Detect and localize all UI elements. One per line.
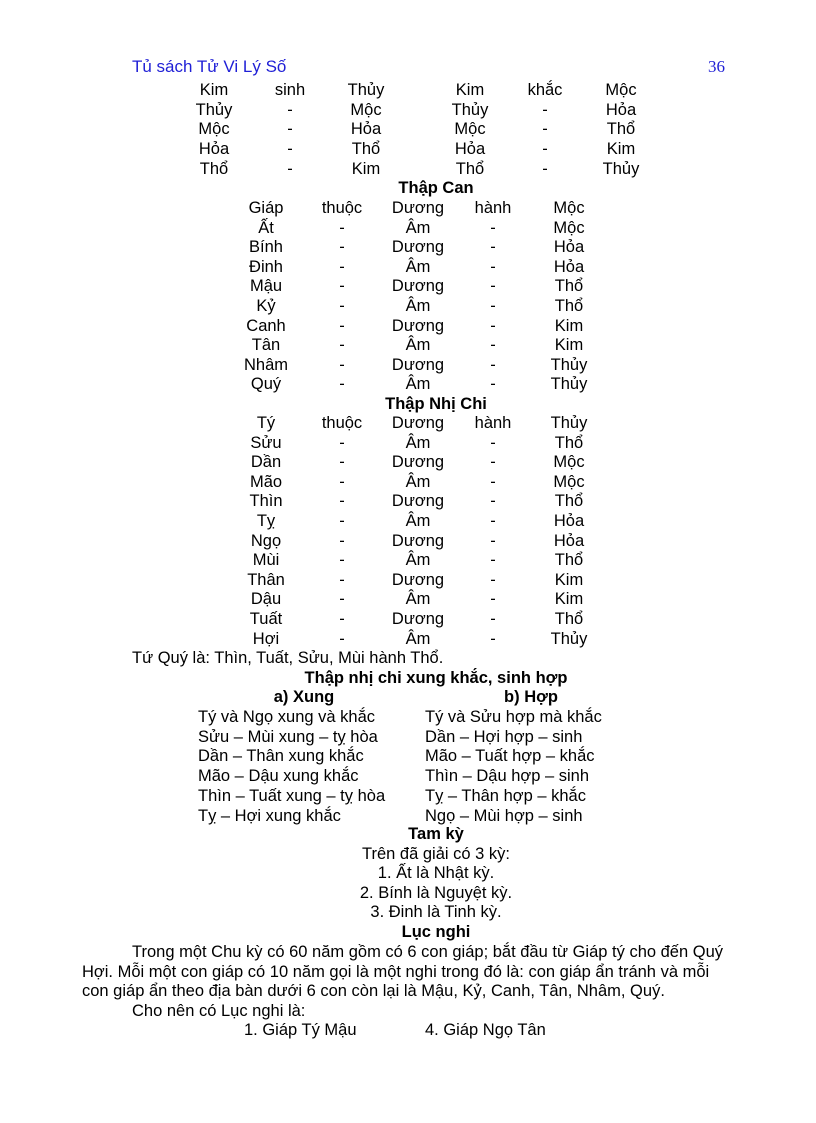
thap-nhi-chi-cell: - — [339, 512, 345, 530]
thap-nhi-chi-cell: Âm — [405, 590, 431, 609]
tam-ky-intro: Trên đã giải có 3 kỳ: — [362, 845, 510, 863]
thap-nhi-chi-cell: Mộc — [553, 453, 585, 472]
hop-item: Tỵ – Thân hợp – khắc — [425, 786, 586, 805]
ngu-hanh-cell: - — [287, 140, 293, 159]
page-number: 36 — [708, 57, 725, 76]
thap-nhi-chi-cell: Hỏa — [553, 531, 585, 550]
thap-nhi-chi-cell: Âm — [405, 512, 431, 530]
thap-can-cell: hành — [474, 199, 512, 217]
thap-nhi-chi-cell: thuộc — [321, 414, 363, 432]
tu-quy-note: Tứ Quý là: Thìn, Tuất, Sửu, Mùi hành Thổ. — [132, 649, 444, 667]
ngu-hanh-cell: - — [542, 140, 548, 159]
xung-item: Tý và Ngọ xung và khắc — [198, 708, 376, 726]
luc-nghi-item: 1. Giáp Tý Mậu — [244, 1021, 357, 1039]
thap-can-cell: Kỷ — [256, 297, 276, 315]
tam-ky-title: Tam kỳ — [408, 825, 464, 843]
thap-nhi-chi-cell: - — [339, 551, 345, 570]
thap-can-cell: Mộc — [553, 199, 585, 217]
paragraph-line: Hợi. Mỗi một con giáp có 10 năm gọi là một nghi trong đó là: con giáp ẩn tránh và mỗi — [82, 962, 710, 981]
thap-can-cell: - — [490, 297, 496, 315]
thap-nhi-chi-cell: - — [339, 531, 345, 550]
thap-can-cell: Canh — [246, 316, 286, 335]
ngu-hanh-cell: Hỏa — [350, 120, 382, 139]
thap-can-cell: - — [339, 336, 345, 355]
thap-nhi-chi-cell: - — [339, 453, 345, 472]
book-title: Tủ sách Tử Vi Lý Số — [132, 57, 287, 76]
thap-can-cell: Thủy — [550, 375, 588, 394]
thap-can-cell: Thổ — [554, 297, 584, 315]
thap-nhi-chi-cell: - — [339, 629, 345, 648]
thap-nhi-chi-cell: - — [339, 433, 345, 452]
thap-can-cell: - — [339, 218, 345, 237]
ngu-hanh-cell: Thủy — [195, 100, 233, 119]
ngu-hanh-cell: - — [287, 100, 293, 119]
ngu-hanh-cell: - — [542, 120, 548, 139]
luc-nghi-item: 4. Giáp Ngọ Tân — [425, 1021, 546, 1039]
thap-can-cell: Âm — [405, 375, 431, 394]
tam-ky-item: 3. Đinh là Tinh kỳ. — [370, 903, 502, 922]
thap-can-cell: Đinh — [249, 257, 283, 276]
thap-can-cell: - — [339, 316, 345, 335]
thap-can-cell: Quý — [250, 375, 282, 394]
ngu-hanh-cell: khắc — [527, 81, 563, 99]
ngu-hanh-cell: Mộc — [198, 120, 230, 139]
thap-nhi-chi-cell: Sửu — [250, 433, 282, 452]
ngu-hanh-cell: Thổ — [455, 159, 485, 178]
ngu-hanh-cell: Thổ — [351, 140, 381, 159]
thap-nhi-chi-cell: - — [490, 472, 496, 491]
xung-item: Tỵ – Hợi xung khắc — [198, 806, 341, 825]
thap-can-cell: Ất — [258, 218, 274, 237]
xung-item: Thìn – Tuất xung – tỵ hòa — [198, 786, 386, 805]
thap-can-cell: Kim — [554, 316, 584, 335]
thap-nhi-chi-cell: Thổ — [554, 492, 584, 511]
thap-nhi-chi-cell: Tý — [256, 414, 276, 432]
thap-can-cell: Hỏa — [553, 238, 585, 257]
thap-nhi-chi-cell: Thìn — [249, 492, 283, 511]
thap-nhi-chi-cell: Mùi — [252, 551, 280, 570]
thap-nhi-chi-cell: - — [339, 610, 345, 628]
thap-can-cell: - — [490, 336, 496, 355]
thap-can-cell: Bính — [249, 238, 283, 257]
thap-can-cell: Dương — [391, 355, 445, 374]
ngu-hanh-cell: Kim — [199, 81, 229, 99]
ngu-hanh-cell: Thủy — [602, 159, 640, 178]
thap-can-cell: - — [490, 238, 496, 257]
ngu-hanh-cell: Thủy — [347, 81, 385, 99]
ngu-hanh-cell: Hỏa — [605, 100, 637, 119]
thap-can-cell: - — [339, 375, 345, 394]
ngu-hanh-cell: Hỏa — [454, 140, 486, 159]
thap-can-cell: Dương — [391, 316, 445, 335]
xung-item: Mão – Dậu xung khắc — [198, 767, 359, 786]
thap-nhi-chi-cell: Kim — [554, 570, 584, 589]
thap-can-cell: Kim — [554, 336, 584, 355]
thap-nhi-chi-cell: Thổ — [554, 610, 584, 628]
thap-nhi-chi-cell: Kim — [554, 590, 584, 609]
thap-can-cell: - — [490, 375, 496, 394]
thap-nhi-chi-cell: Dương — [391, 453, 445, 472]
thap-nhi-chi-cell: Dương — [391, 531, 445, 550]
thap-nhi-chi-cell: Dần — [250, 453, 282, 472]
thap-nhi-chi-cell: - — [490, 512, 496, 530]
thap-can-cell: - — [490, 355, 496, 374]
thap-can-cell: - — [339, 277, 345, 296]
thap-can-cell: Âm — [405, 297, 431, 315]
ngu-hanh-cell: Kim — [455, 81, 485, 99]
ngu-hanh-cell: Thổ — [199, 159, 229, 178]
thap-nhi-chi-cell: - — [339, 570, 345, 589]
thap-can-cell: - — [339, 238, 345, 257]
thap-nhi-chi-cell: - — [490, 610, 496, 628]
hop-item: Thìn – Dậu hợp – sinh — [425, 767, 590, 786]
thap-nhi-chi-cell: Mộc — [553, 472, 585, 491]
tam-ky-item: 1. Ất là Nhật kỳ. — [377, 864, 495, 882]
thap-can-cell: - — [490, 277, 496, 296]
thap-can-cell: - — [490, 218, 496, 237]
thap-can-cell: - — [490, 257, 496, 276]
thap-nhi-chi-cell: - — [339, 492, 345, 511]
thap-nhi-chi-cell: - — [490, 590, 496, 609]
thap-can-cell: Dương — [391, 199, 445, 217]
hop-item: Ngọ – Mùi hợp – sinh — [425, 806, 583, 825]
thap-nhi-chi-cell: Tỵ — [256, 512, 276, 530]
hop-item: Mão – Tuất hợp – khắc — [425, 747, 595, 766]
paragraph-line: Trong một Chu kỳ có 60 năm gồm có 6 con giáp; bắt đầu từ Giáp tý cho đến Quý — [132, 943, 724, 961]
hop-item: Dần – Hợi hợp – sinh — [425, 727, 583, 746]
ngu-hanh-cell: - — [287, 159, 293, 178]
thap-can-cell: - — [339, 257, 345, 276]
thap-nhi-chi-cell: Dương — [391, 414, 445, 432]
thap-nhi-chi-cell: Thổ — [554, 551, 584, 570]
ngu-hanh-cell: Kim — [351, 159, 381, 178]
luc-nghi-title: Lục nghi — [401, 923, 471, 941]
thap-nhi-chi-cell: Âm — [405, 551, 431, 570]
thap-nhi-chi-cell: - — [490, 570, 496, 589]
thap-can-cell: Âm — [405, 336, 431, 355]
thap-can-cell: Dương — [391, 277, 445, 296]
thap-can-title: Thập Can — [398, 179, 474, 197]
thap-nhi-chi-cell: Âm — [405, 472, 431, 491]
thap-nhi-chi-cell: Thủy — [550, 414, 588, 432]
thap-can-cell: Âm — [405, 218, 431, 237]
xung-hop-title: Thập nhị chi xung khắc, sinh hợp — [304, 669, 568, 687]
thap-nhi-chi-cell: - — [339, 472, 345, 491]
thap-nhi-chi-cell: Dương — [391, 570, 445, 589]
thap-nhi-chi-cell: Dương — [391, 610, 445, 628]
thap-nhi-chi-cell: Hợi — [252, 629, 280, 648]
thap-can-cell: Hỏa — [553, 257, 585, 276]
thap-nhi-chi-cell: - — [490, 453, 496, 472]
thap-can-cell: Nhâm — [243, 355, 289, 374]
thap-can-cell: Dương — [391, 238, 445, 257]
thap-nhi-chi-title: Thập Nhị Chi — [385, 395, 487, 413]
luc-nghi-intro: Cho nên có Lục nghi là: — [132, 1002, 306, 1020]
thap-can-cell: thuộc — [321, 199, 363, 217]
ngu-hanh-cell: Thổ — [606, 120, 636, 139]
thap-can-cell: Thủy — [550, 355, 588, 374]
thap-nhi-chi-cell: Thân — [247, 570, 285, 589]
tam-ky-item: 2. Bính là Nguyệt kỳ. — [359, 883, 513, 902]
thap-can-cell: Giáp — [248, 199, 284, 217]
thap-nhi-chi-cell: - — [490, 531, 496, 550]
thap-nhi-chi-cell: - — [490, 433, 496, 452]
thap-nhi-chi-cell: Hỏa — [553, 512, 585, 530]
xung-item: Dần – Thân xung khắc — [198, 747, 364, 766]
thap-can-cell: Tân — [251, 336, 281, 355]
thap-can-cell: - — [490, 316, 496, 335]
thap-nhi-chi-cell: Tuất — [249, 610, 283, 628]
ngu-hanh-cell: sinh — [274, 81, 306, 99]
hop-item: Tý và Sửu hợp mà khắc — [425, 708, 602, 726]
ngu-hanh-cell: Mộc — [350, 100, 382, 119]
thap-can-cell: - — [339, 297, 345, 315]
hop-heading: b) Hợp — [504, 688, 558, 706]
ngu-hanh-cell: Mộc — [454, 120, 486, 139]
thap-nhi-chi-cell: Dương — [391, 492, 445, 511]
thap-nhi-chi-cell: Âm — [405, 433, 431, 452]
ngu-hanh-cell: Hỏa — [198, 140, 230, 159]
thap-can-cell: Mậu — [249, 277, 283, 296]
paragraph-line: con giáp ẩn theo địa bàn dưới 6 con còn lại là Mậu, Kỷ, Canh, Tân, Nhâm, Quý. — [82, 982, 665, 1001]
thap-nhi-chi-cell: Thủy — [550, 629, 588, 648]
ngu-hanh-cell: - — [287, 120, 293, 139]
xung-heading: a) Xung — [273, 688, 335, 706]
thap-can-cell: - — [339, 355, 345, 374]
ngu-hanh-cell: Mộc — [605, 81, 637, 99]
thap-can-cell: Mộc — [553, 218, 585, 237]
ngu-hanh-cell: - — [542, 100, 548, 119]
thap-can-cell: Thổ — [554, 277, 584, 296]
ngu-hanh-cell: Thủy — [451, 100, 489, 119]
thap-nhi-chi-cell: - — [339, 590, 345, 609]
thap-nhi-chi-cell: Mão — [249, 472, 283, 491]
thap-nhi-chi-cell: Dậu — [250, 590, 282, 609]
ngu-hanh-cell: Kim — [606, 140, 636, 159]
xung-item: Sửu – Mùi xung – tỵ hòa — [198, 727, 378, 746]
thap-nhi-chi-cell: - — [490, 492, 496, 511]
thap-can-cell: Âm — [405, 257, 431, 276]
thap-nhi-chi-cell: - — [490, 629, 496, 648]
thap-nhi-chi-cell: hành — [474, 414, 512, 432]
thap-nhi-chi-cell: Âm — [405, 629, 431, 648]
thap-nhi-chi-cell: Thổ — [554, 433, 584, 452]
thap-nhi-chi-cell: Ngọ — [250, 531, 282, 550]
ngu-hanh-cell: - — [542, 159, 548, 178]
thap-nhi-chi-cell: - — [490, 551, 496, 570]
